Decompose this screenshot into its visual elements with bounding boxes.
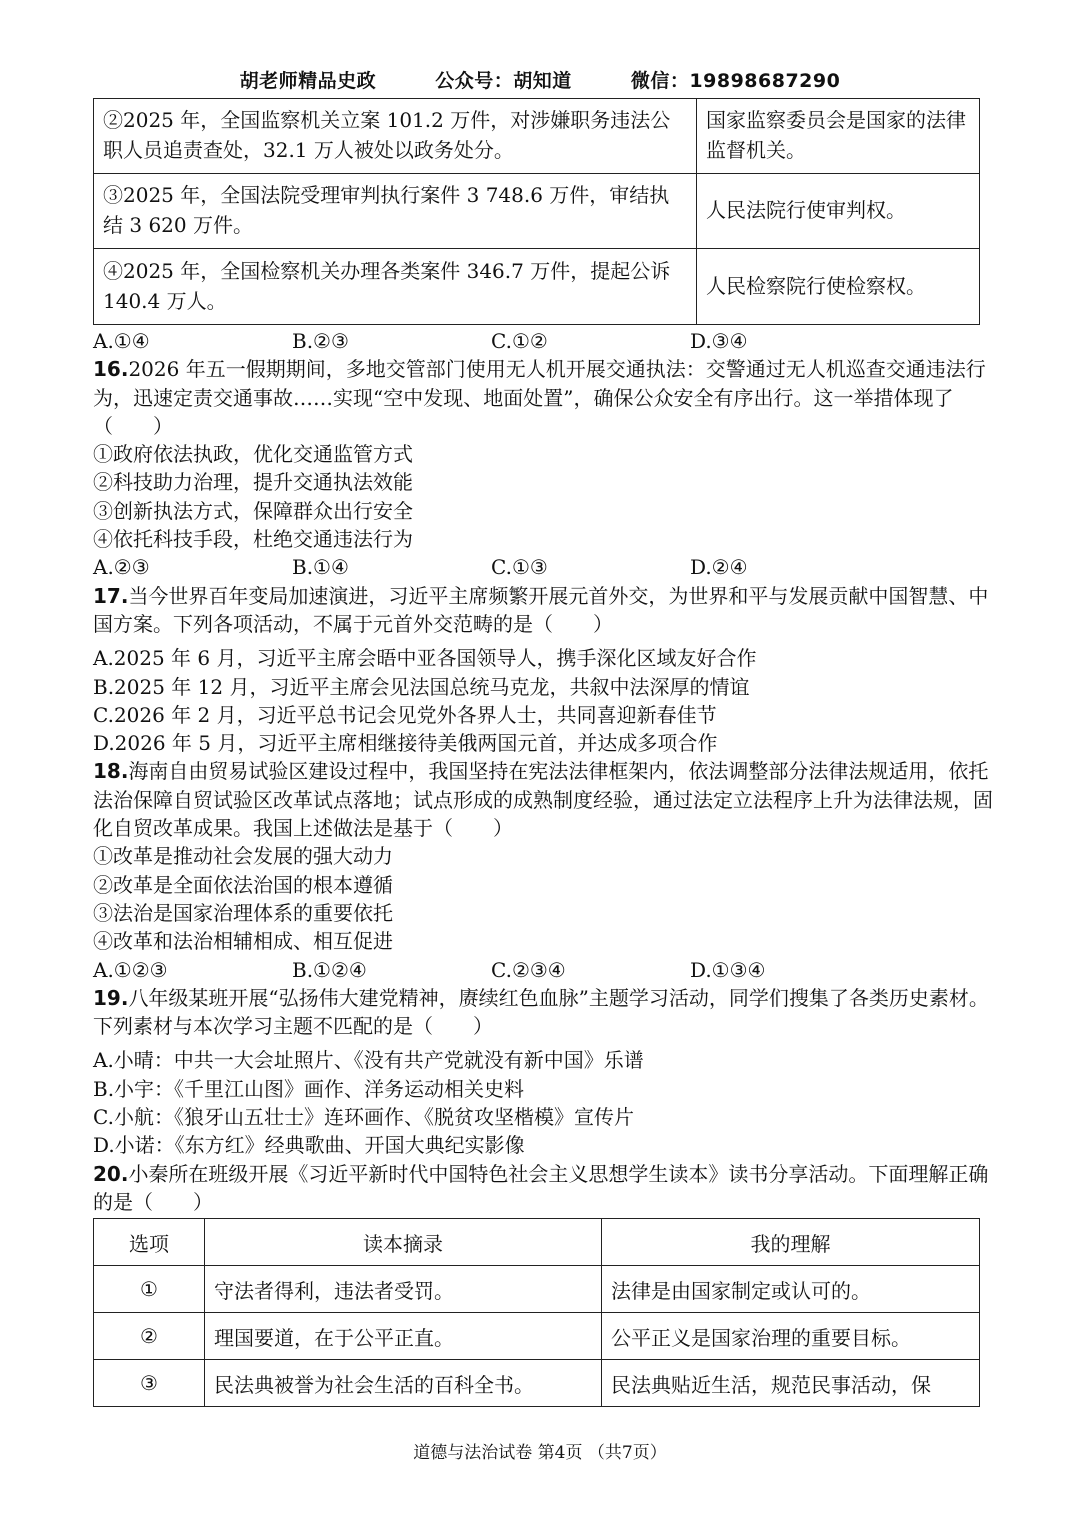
- statement: ③法治是国家治理体系的重要依托: [93, 900, 393, 925]
- q15-row-text: ④2025 年，全国检察机关办理各类案件 346.7 万件，提起公诉 140.4 万人。: [94, 249, 697, 325]
- statement: ①改革是推动社会发展的强大动力: [93, 844, 393, 869]
- q18-stem: [93, 757, 993, 842]
- option: B.②③: [292, 329, 349, 353]
- option-cell: ②: [94, 1313, 205, 1360]
- table-row: [94, 99, 980, 174]
- option: C.②③④: [491, 957, 566, 982]
- question-text: 海南自由贸易试验区建设过程中，我国坚持在宪法法律框架内，依法调整部分法律法规适用，依托法治保障自贸试验区改革试点落地；试点形成的成熟制度经验，通过法定立法程序上升为法律法规，固化自贸改革成果。我国上述做法是基于（ ）: [93, 759, 993, 841]
- question-number: 18.: [93, 759, 129, 784]
- excerpt-cell: 理国要道，在于公平正直。: [205, 1313, 602, 1360]
- q15-row-conclusion: 国家监察委员会是国家的法律监督机关。: [697, 99, 980, 174]
- option: D.①③④: [690, 957, 766, 982]
- statement: ④改革和法治相辅相成、相互促进: [93, 929, 393, 954]
- question-text: 2026 年五一假期期间，多地交管部门使用无人机开展交通执法：交警通过无人机巡查交通违法行为，迅速定责交通事故……实现“空中发现、地面处置”，确保公众安全有序出行。这一举措体现了（ ）: [93, 357, 986, 438]
- header-brand: 胡老师精品史政: [239, 70, 377, 92]
- questions: [93, 327, 993, 1216]
- question-text: 小秦所在班级开展《习近平新时代中国特色社会主义思想学生读本》读书分享活动。下面理解正确的是（ ）: [93, 1161, 989, 1214]
- option: C.①③: [491, 555, 548, 580]
- statement: ④依托科技手段，杜绝交通违法行为: [93, 527, 413, 552]
- option: B.①②④: [292, 957, 367, 982]
- option-cell: ①: [94, 1266, 205, 1313]
- q17-stem: [93, 582, 993, 639]
- understanding-cell: 民法典贴近生活，规范民事活动，保: [602, 1360, 980, 1407]
- q18-options: [93, 956, 993, 984]
- page-header: [0, 66, 1080, 93]
- question-number: 20.: [93, 1161, 129, 1186]
- q15-row-conclusion: 人民检察院行使检察权。: [697, 249, 980, 325]
- option: B.①④: [292, 555, 349, 580]
- table-row: [94, 174, 980, 249]
- understanding-cell: 法律是由国家制定或认可的。: [602, 1266, 980, 1313]
- q19-stem: [93, 984, 993, 1041]
- header-wechat: 微信：19898687290: [630, 70, 841, 92]
- question-number: 17.: [93, 583, 129, 608]
- option: A.②③: [93, 555, 150, 580]
- table-row: [94, 1266, 980, 1313]
- option: A.①②③: [93, 957, 168, 982]
- question-text: 八年级某班开展“弘扬伟大建党精神，赓续红色血脉”主题学习活动，同学们搜集了各类历史素材。下列素材与本次学习主题不匹配的是（ ）: [93, 985, 989, 1039]
- choice: D.2026 年 5 月，习近平主席相继接待美俄两国元首，并达成多项合作: [93, 731, 718, 756]
- statement: ③创新执法方式，保障群众出行安全: [93, 498, 413, 523]
- choice: A.2025 年 6 月，习近平主席会晤中亚各国领导人，携手深化区域友好合作: [93, 646, 757, 671]
- q15-row-conclusion: 人民法院行使审判权。: [697, 174, 980, 249]
- header-account: 公众号：胡知道: [435, 70, 572, 92]
- table-header-row: [94, 1219, 980, 1266]
- q15-options: [93, 327, 993, 355]
- page-footer: 道德与法治试卷 第4页 （共7页）: [413, 1443, 667, 1463]
- question-number: 19.: [93, 985, 129, 1010]
- q15-table: [93, 98, 980, 325]
- table-row: [94, 1360, 980, 1407]
- statement: ①政府依法执政，优化交通监管方式: [93, 442, 413, 467]
- choice: A.小晴：中共一大会址照片、《没有共产党就没有新中国》乐谱: [93, 1048, 644, 1073]
- excerpt-cell: 守法者得利，违法者受罚。: [205, 1266, 602, 1313]
- q15-row-text: ②2025 年，全国监察机关立案 101.2 万件，对涉嫌职务违法公职人员追责查处，32.1 万人被处以政务处分。: [94, 99, 697, 174]
- excerpt-cell: 民法典被誉为社会生活的百科全书。: [205, 1360, 602, 1407]
- table-row: [94, 1313, 980, 1360]
- q16-options: [93, 553, 993, 581]
- understanding-cell: 公平正义是国家治理的重要目标。: [602, 1313, 980, 1360]
- q16-stem: [93, 355, 993, 440]
- choice: B.2025 年 12 月，习近平主席会见法国总统马克龙，共叙中法深厚的情谊: [93, 674, 750, 699]
- statement: ②改革是全面依法治国的根本遵循: [93, 872, 393, 897]
- q15-row-text: ③2025 年，全国法院受理审判执行案件 3 748.6 万件，审结执结 3 620 万件。: [94, 174, 697, 249]
- option: C.①②: [491, 329, 548, 353]
- column-header: 选项: [94, 1219, 205, 1266]
- choice: C.小航：《狼牙山五壮士》连环画作、《脱贫攻坚楷模》宣传片: [93, 1105, 634, 1130]
- choice: C.2026 年 2 月，习近平总书记会见党外各界人士，共同喜迎新春佳节: [93, 702, 717, 727]
- question-text: 当今世界百年变局加速演进，习近平主席频繁开展元首外交，为世界和平与发展贡献中国智慧、中国方案。下列各项活动，不属于元首外交范畴的是（ ）: [93, 583, 989, 636]
- column-header: 我的理解: [602, 1219, 980, 1266]
- q20-stem: [93, 1160, 993, 1217]
- question-number: 16.: [93, 357, 129, 382]
- option: A.①④: [93, 329, 150, 353]
- option-cell: ③: [94, 1360, 205, 1407]
- option: D.③④: [690, 329, 748, 353]
- choice: D.小诺：《东方红》经典歌曲、开国大典纪实影像: [93, 1133, 525, 1158]
- q20-table: [93, 1218, 980, 1407]
- column-header: 读本摘录: [205, 1219, 602, 1266]
- table-row: [94, 249, 980, 325]
- option: D.②④: [690, 555, 748, 580]
- choice: B.小宇：《千里江山图》画作、洋务运动相关史料: [93, 1076, 525, 1101]
- statement: ②科技助力治理，提升交通执法效能: [93, 470, 413, 495]
